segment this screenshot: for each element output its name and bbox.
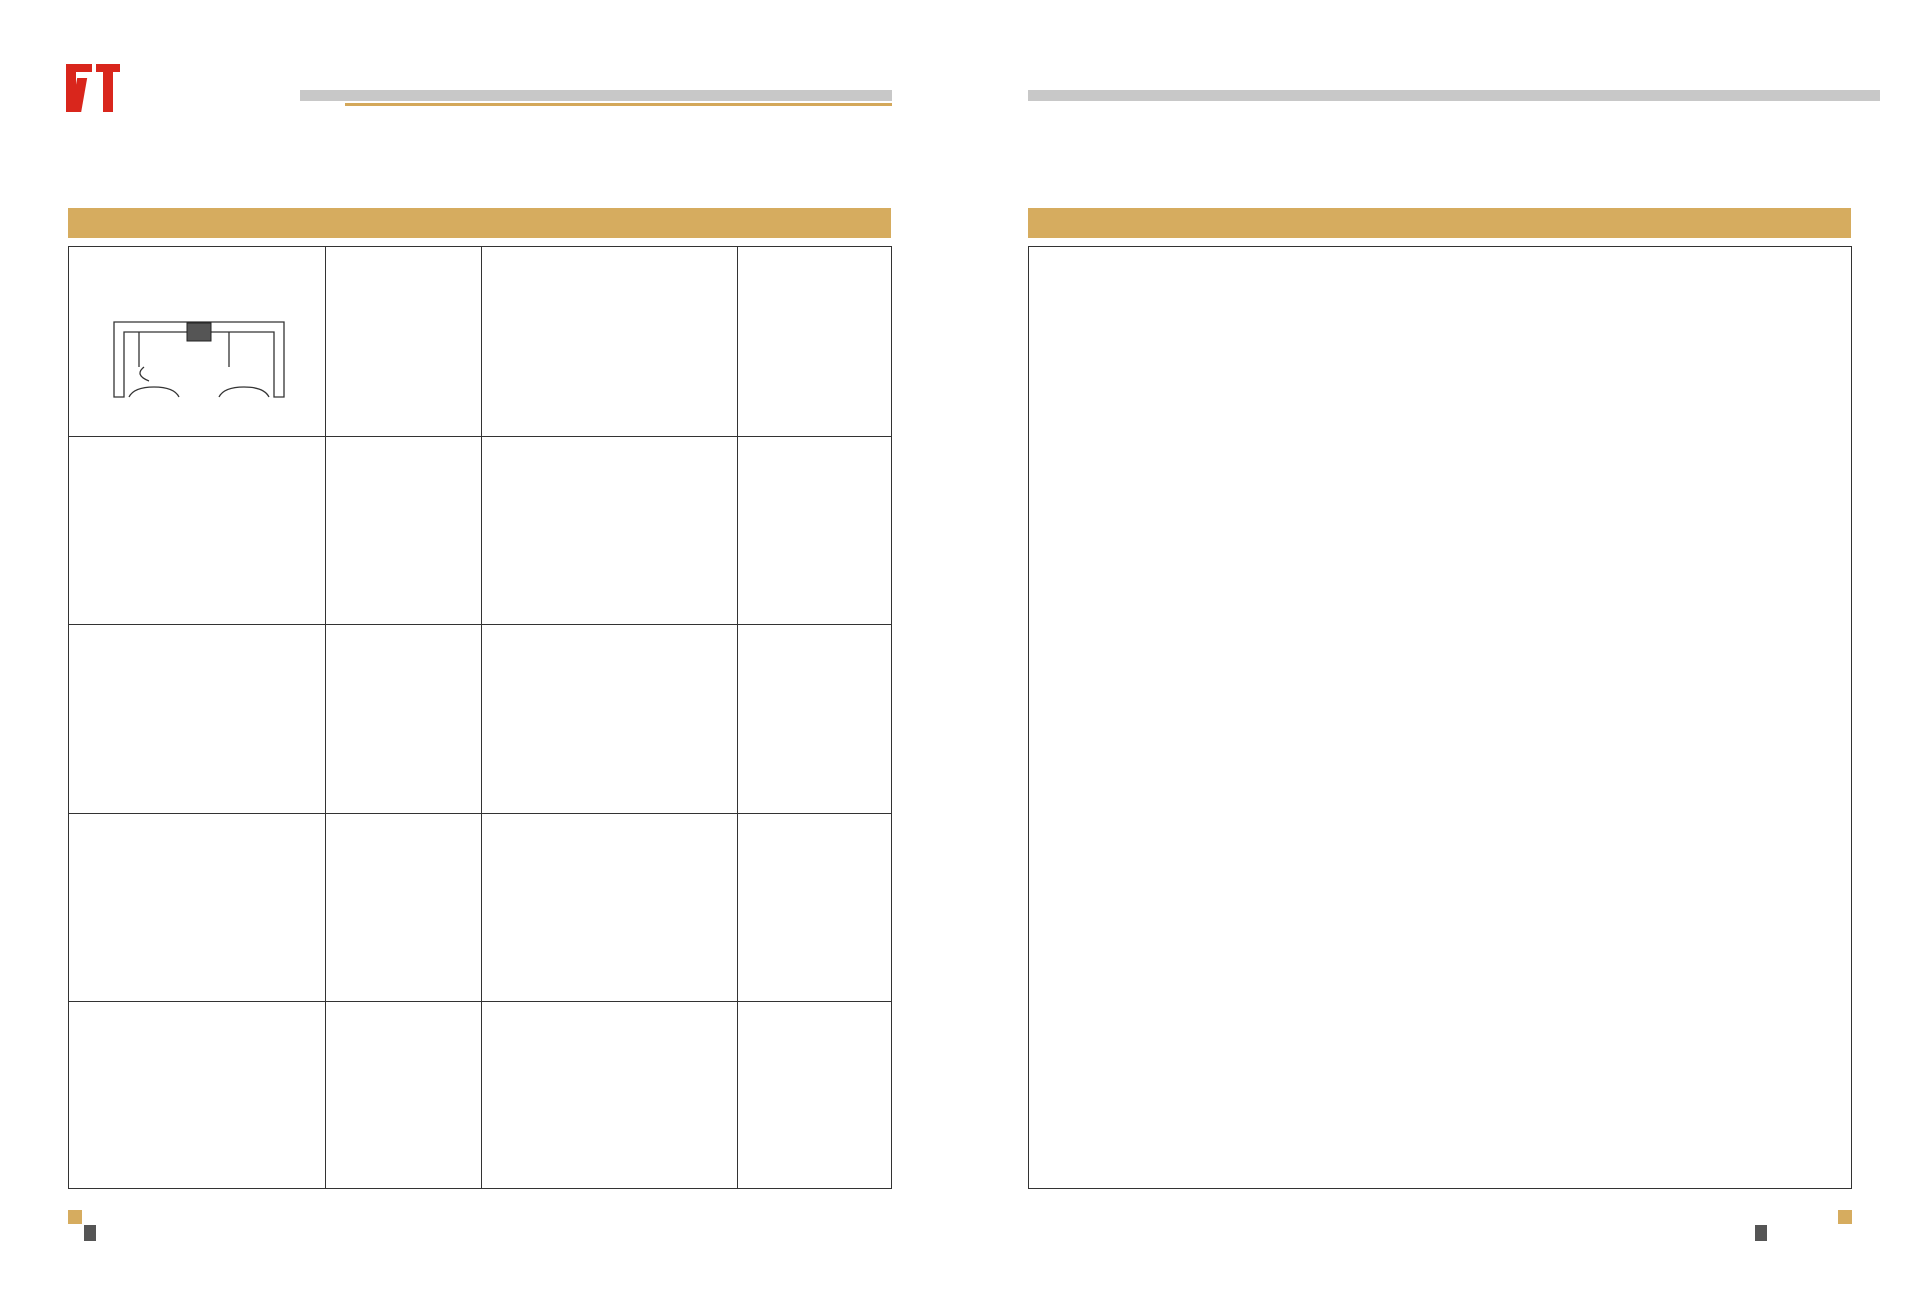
header-grey-bar	[1028, 90, 1880, 101]
page-corner-square	[1838, 1210, 1852, 1224]
header-grey-bar	[300, 90, 892, 101]
page-right	[960, 0, 1920, 1311]
column-header	[1028, 208, 1851, 238]
profile-grid	[68, 246, 892, 1189]
header-gold-line	[345, 103, 892, 106]
profile-drawing	[69, 247, 323, 435]
brand-logo	[66, 62, 298, 122]
profile-grid	[1028, 246, 1852, 1189]
profile-section-icon	[69, 247, 323, 435]
sitong-logo-icon	[66, 62, 120, 116]
page-number	[84, 1225, 96, 1241]
page-number	[1755, 1225, 1767, 1241]
column-header	[68, 208, 891, 238]
page-corner-square	[68, 1210, 82, 1224]
